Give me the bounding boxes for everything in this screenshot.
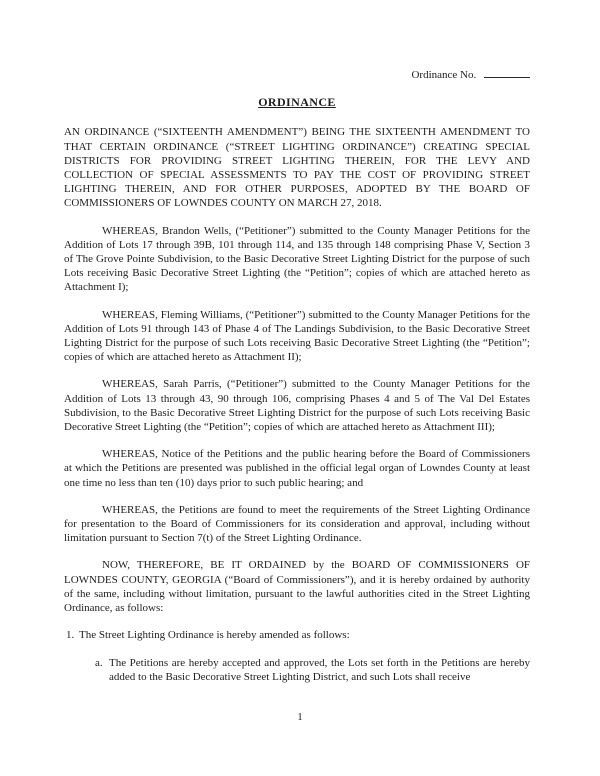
whereas-paragraph-5: WHEREAS, the Petitions are found to meet the requirements of the Street Lighting Ordinance for presentation to the Board of Commissioners for its consideration and approval, including without limitation pursuant to Section 7(t) of the Street Lighting Ordinance. — [64, 503, 530, 545]
ordinance-number-line — [64, 67, 530, 82]
list-subitem-1a-text: The Petitions are hereby accepted and approved, the Lots set forth in the Petitions are hereby added to the Basic Decorative Street Lighting District, and such Lots shall receive — [109, 656, 530, 683]
list-subitem-1a-marker: a. — [95, 656, 103, 669]
list-item-1-text: The Street Lighting Ordinance is hereby amended as follows: — [79, 629, 350, 642]
document-title: ORDINANCE — [258, 95, 336, 110]
ordinance-number-blank — [484, 67, 530, 78]
enactment-paragraph: NOW, THEREFORE, BE IT ORDAINED by the BOARD OF COMMISSIONERS OF LOWNDES COUNTY, GEORGIA (“Board of Commissioners”), and it is hereby ordained by authority of the same, including without limitation, pursuant to the lawful authorities cited in the Street Lighting Ordinance, as follows: — [64, 559, 530, 615]
preamble-paragraph: AN ORDINANCE (“SIXTEENTH AMENDMENT”) BEING THE SIXTEENTH AMENDMENT TO THAT CERTAIN ORDINANCE (“STREET LIGHTING ORDINANCE”) CREATING SPECIAL DISTRICTS FOR PROVIDING STREET LIGHTING THEREIN, FOR THE LEVY AND COLLECTION OF SPECIAL ASSESSMENTS TO PAY THE COST OF PROVIDING STREET LIGHTING THEREIN, AND FOR OTHER PURPOSES, ADOPTED BY THE BOARD OF COMMISSIONERS OF LOWNDES COUNTY ON MARCH 27, 2018. — [64, 126, 530, 210]
page-number: 1 — [297, 711, 303, 723]
ordinance-number-label: Ordinance No. — [411, 69, 477, 81]
ordinance-list-subitem-1a — [95, 656, 530, 684]
list-item-1-marker: 1. — [66, 629, 75, 642]
whereas-paragraph-1: WHEREAS, Brandon Wells, (“Petitioner”) submitted to the County Manager Petitions for the Addition of Lots 17 through 39B, 101 through 114, and 135 through 148 comprising Phase V, Section 3 of The Grove Pointe Subdivision, to the Basic Decorative Street Lighting District for the purpose of such Lots receiving Basic Decorative Street Lighting (the “Petition”; copies of which are attached hereto as Attachment I); — [64, 224, 530, 294]
whereas-paragraph-2: WHEREAS, Fleming Williams, (“Petitioner”) submitted to the County Manager Petitions for the Addition of Lots 91 through 143 of Phase 4 of The Landings Subdivision, to the Basic Decorative Street Lighting District for the purpose of such Lots receiving Basic Decorative Street Lighting (the “Petition”; copies of which are attached hereto as Attachment II); — [64, 308, 530, 364]
ordinance-list-item-1 — [64, 628, 530, 642]
whereas-paragraph-4: WHEREAS, Notice of the Petitions and the public hearing before the Board of Commissioners at which the Petitions are presented was published in the official legal organ of Lowndes County at least one time no less than ten (10) days prior to such public hearing; and — [64, 448, 530, 489]
whereas-paragraph-3: WHEREAS, Sarah Parris, (“Petitioner”) submitted to the County Manager Petitions for the Addition of Lots 13 through 43, 90 through 106, comprising Phases 4 and 5 of The Val Del Estates Subdivision, to the Basic Decorative Street Lighting District for the purpose of such Lots receiving Basic Decorative Street Lighting (the “Petition”; copies of which are attached hereto as Attachment III); — [64, 378, 530, 434]
